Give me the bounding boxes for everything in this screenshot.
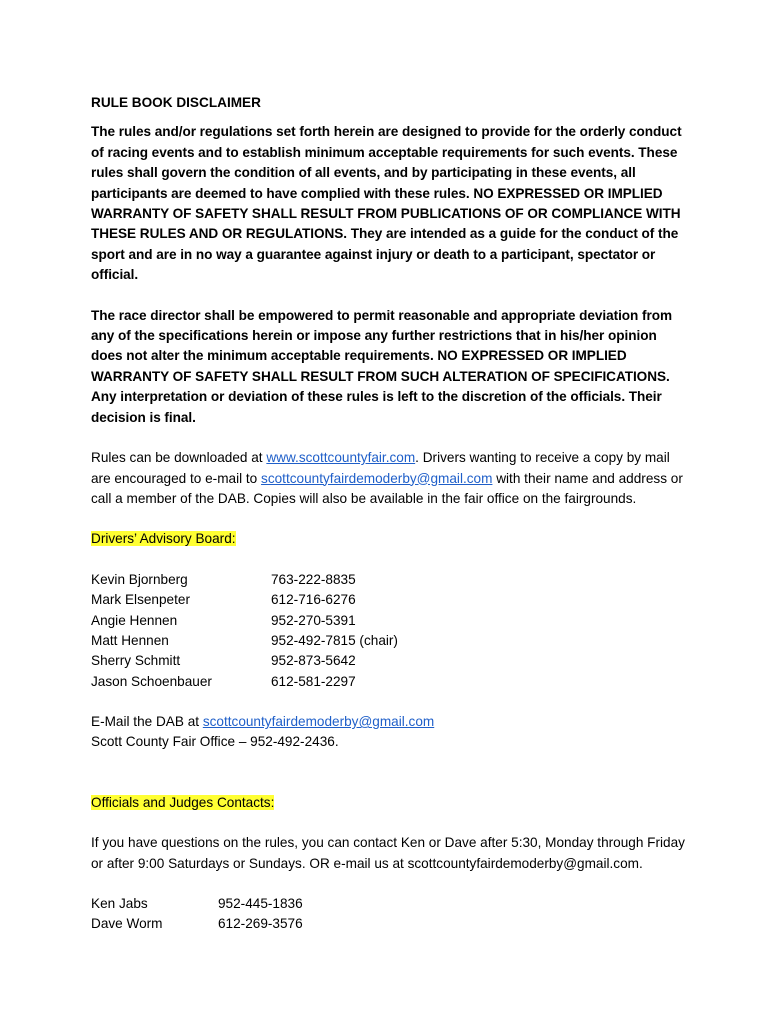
member-phone: 952-270-5391 xyxy=(271,612,356,628)
official-name: Dave Worm xyxy=(91,916,163,932)
website-link[interactable]: www.scottcountyfair.com xyxy=(266,450,416,466)
disclaimer-paragraph: The rules and/or regulations set forth herein are designed to provide for the orderly conduct of racing events and to establish minimum acceptable requirements for such events. These rules shall govern the condition of all events, and by participating in these events, all participants are deemed to have complied with these rules. NO EXPRESSED OR IMPLIED WARRANTY OF SAFETY SHALL RESULT FROM PUBLICATIONS OF OR COMPLIANCE WITH THESE RULES AND OR REGULATIONS. They are intended as a guide for the conduct of the sport and are in no way a guarantee against injury or death to a participant, spectator or official. xyxy=(91,124,682,283)
questions-paragraph: If you have questions on the rules, you can contact Ken or Dave after 5:30, Monday through Friday or after 9:00 Saturdays or Sundays. OR e-mail us at scottcountyfairdemoderby@gmail.com. xyxy=(91,835,685,871)
dab-email-link[interactable]: scottcountyfairdemoderby@gmail.com xyxy=(202,714,435,730)
downloads-text-end: with their name and address or call a member of the DAB. Copies will also be available in the fair office on the fairgrounds. xyxy=(91,470,683,506)
member-phone: 763-222-8835 xyxy=(271,571,356,587)
dab-contact-block xyxy=(91,712,691,753)
member-name: Sherry Schmitt xyxy=(91,653,181,669)
email-dab-label: E-Mail the DAB at xyxy=(91,714,203,730)
dab-member-row xyxy=(91,611,691,631)
document-page xyxy=(91,93,691,955)
dab-member-row xyxy=(91,590,691,610)
official-name: Ken Jabs xyxy=(91,896,148,912)
official-phone: 612-269-3576 xyxy=(218,916,303,932)
member-phone: 952-873-5642 xyxy=(271,653,356,669)
official-phone: 952-445-1836 xyxy=(218,896,303,912)
email-link[interactable]: scottcountyfairdemoderby@gmail.com xyxy=(261,470,493,486)
spacer xyxy=(91,753,691,793)
dab-member-row xyxy=(91,570,691,590)
member-name: Matt Hennen xyxy=(91,632,169,648)
member-phone: 612-581-2297 xyxy=(271,673,356,689)
document-title: RULE BOOK DISCLAIMER xyxy=(91,95,261,110)
member-name: Kevin Bjornberg xyxy=(91,571,188,587)
officials-list xyxy=(91,894,691,935)
member-phone: 612-716-6276 xyxy=(271,592,356,608)
member-phone: 952-492-7815 (chair) xyxy=(271,632,398,648)
dab-member-list xyxy=(91,570,691,692)
member-name: Jason Schoenbauer xyxy=(91,673,212,689)
email-dab-line xyxy=(91,712,691,732)
official-row xyxy=(91,914,691,934)
officials-heading-wrap xyxy=(91,793,691,813)
dab-member-row xyxy=(91,651,691,671)
fair-office-line: Scott County Fair Office – 952-492-2436. xyxy=(91,734,339,750)
race-director-paragraph: The race director shall be empowered to permit reasonable and appropriate deviation from any of the specifications herein or impose any further restrictions that in his/her opinion does not alter the minimum acceptable requirements. NO EXPRESSED OR IMPLIED WARRANTY OF SAFETY SHALL RESULT FROM SUCH ALTERATION OF SPECIFICATIONS. Any interpretation or deviation of these rules is left to the discretion of the officials. Their decision is final. xyxy=(91,307,673,425)
dab-heading: Drivers’ Advisory Board: xyxy=(91,531,236,547)
downloads-text-middle: . Drivers wanting to receive a copy by mail are encouraged to e-mail to xyxy=(91,450,670,486)
dab-heading-wrap xyxy=(91,529,691,549)
dab-member-row xyxy=(91,631,691,651)
downloads-paragraph xyxy=(91,448,691,509)
official-row xyxy=(91,894,691,914)
dab-member-row xyxy=(91,672,691,692)
member-name: Mark Elsenpeter xyxy=(91,592,190,608)
member-name: Angie Hennen xyxy=(91,612,178,628)
officials-heading: Officials and Judges Contacts: xyxy=(91,794,275,810)
downloads-text-start: Rules can be downloaded at xyxy=(91,450,267,466)
